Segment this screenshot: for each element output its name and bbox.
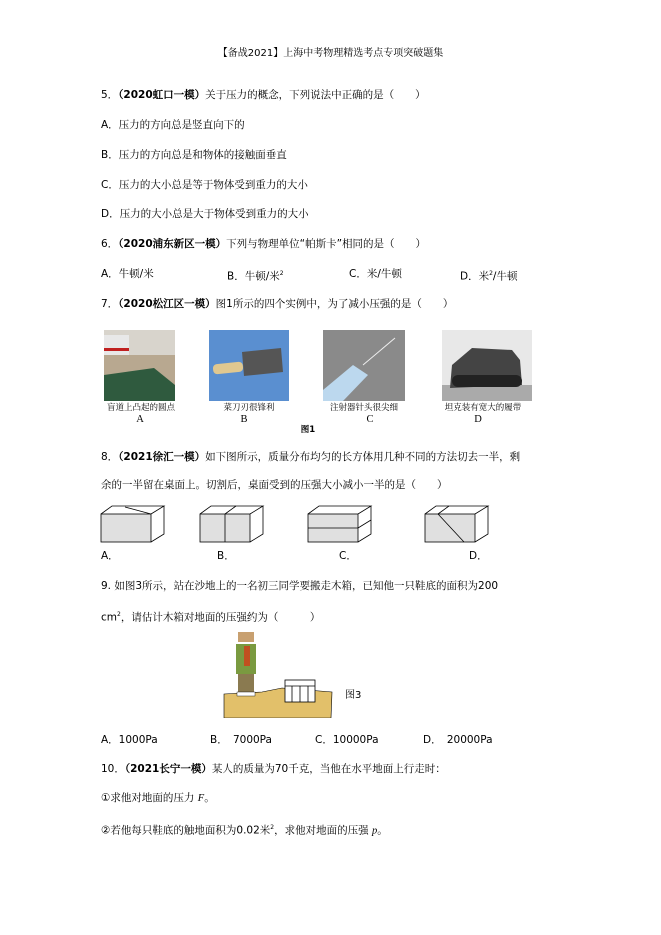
variable: F [197, 793, 205, 804]
q-num: 5． [101, 89, 119, 101]
label-d: D [474, 414, 482, 425]
q8-option-a: A． [101, 550, 119, 562]
q-stem: 图1所示的四个实例中，为了减小压强的是（ ） [215, 298, 454, 310]
q-stem: 关于压力的概念，下列说法中正确的是（ ） [205, 89, 426, 101]
q9-option-b: B． 7000Pa [210, 734, 272, 746]
caption-a: 盲道上凸起的圆点 [106, 403, 175, 413]
option-text: B．牛顿/米 [227, 270, 280, 283]
q6-option-b [227, 267, 284, 284]
variable: p [371, 825, 378, 837]
figure-3-label: 图3 [345, 690, 362, 701]
block-b [199, 504, 269, 544]
figure-1-label: 图1 [300, 425, 316, 435]
q-stem: ，请估计木箱对地面的压强约为（ ） [120, 611, 321, 624]
q-source: （2021长宁一模） [124, 763, 212, 775]
punct: 。 [204, 792, 215, 804]
photo-syringe [323, 330, 405, 401]
option-text: D．米 [460, 270, 490, 283]
q9-option-c: C．10000Pa [315, 734, 379, 746]
caption-c: 注射器针头很尖细 [329, 403, 398, 413]
caption-b: 菜刀刃很锋利 [223, 403, 275, 413]
block-c [307, 504, 377, 544]
q-source: （2020浦东新区一模） [118, 238, 227, 250]
q6-option-c: C．米/牛顿 [349, 268, 402, 280]
q-num: 10． [101, 763, 125, 775]
label-a: A [136, 414, 144, 425]
caption-d: 坦克装有宽大的履带 [444, 403, 522, 413]
sub-text: ，求他对地面的压强 [274, 824, 369, 837]
q-source: （2020松江区一模） [118, 298, 216, 310]
q-source: （2020虹口一模） [118, 89, 206, 101]
q-stem: 某人的质量为70千克，当他在水平地面上行走时： [211, 763, 446, 775]
question-9: 9. 如图3所示，站在沙地上的一名初三同学要搬走木箱，已知他一只鞋底的面积为200 [101, 580, 499, 592]
q9-stem-line2 [101, 608, 320, 625]
block-d [424, 504, 494, 544]
punct: 。 [377, 824, 388, 837]
q-num: 8． [101, 451, 119, 463]
label-b: B [240, 414, 248, 425]
sub-text: ①求他对地面的压力 [101, 792, 195, 804]
superscript: 2 [489, 270, 493, 277]
unit: cm [101, 611, 118, 624]
q-source: （2021徐汇一模） [118, 451, 206, 463]
q8-option-c: C． [339, 550, 357, 562]
q10-sub-2 [101, 821, 388, 839]
q6-option-d [460, 267, 517, 284]
question-10 [101, 762, 446, 776]
q8-option-b: B． [217, 550, 235, 562]
photo-tactile-paving [104, 330, 175, 401]
question-6 [101, 237, 426, 251]
q-stem: 如下图所示，质量分布均匀的长方体用几种不同的方法切去一半，剩 [205, 451, 521, 463]
q6-option-a: A．牛顿/米 [101, 268, 154, 280]
q-stem: 下列与物理单位“帕斯卡”相同的是（ ） [226, 238, 427, 250]
q-num: 7． [101, 298, 119, 310]
q5-option-a: A．压力的方向总是竖直向下的 [101, 119, 245, 131]
question-5 [101, 88, 426, 102]
superscript: 2 [270, 824, 275, 831]
option-text: /牛顿 [492, 270, 518, 283]
q8-stem-line2: 余的一半留在桌面上。切割后，桌面受到的压强大小减小一半的是（ ） [101, 479, 448, 491]
q5-option-d: D．压力的大小总是大于物体受到重力的大小 [101, 208, 309, 220]
block-a [100, 504, 170, 544]
page-header: 【备战2021】上海中考物理精选考点专项突破题集 [217, 48, 444, 59]
photo-tank [442, 330, 532, 401]
q-num: 6． [101, 238, 119, 250]
question-8 [101, 450, 520, 464]
q5-option-b: B．压力的方向总是和物体的接触面垂直 [101, 149, 287, 161]
q9-option-a: A．1000Pa [101, 734, 158, 746]
photo-kitchen-knife [209, 330, 289, 401]
label-c: C [366, 414, 374, 425]
sub-text: ②若他每只鞋底的触地面积为0.02米 [101, 824, 271, 837]
q8-option-d: D． [469, 550, 488, 562]
superscript: 2 [117, 611, 121, 618]
q9-option-d: D． 20000Pa [423, 734, 493, 746]
question-7 [101, 297, 453, 311]
q5-option-c: C．压力的大小总是等于物体受到重力的大小 [101, 179, 308, 191]
figure-3-illustration [222, 630, 334, 718]
q10-sub-1 [101, 791, 215, 806]
superscript: 2 [279, 270, 284, 277]
